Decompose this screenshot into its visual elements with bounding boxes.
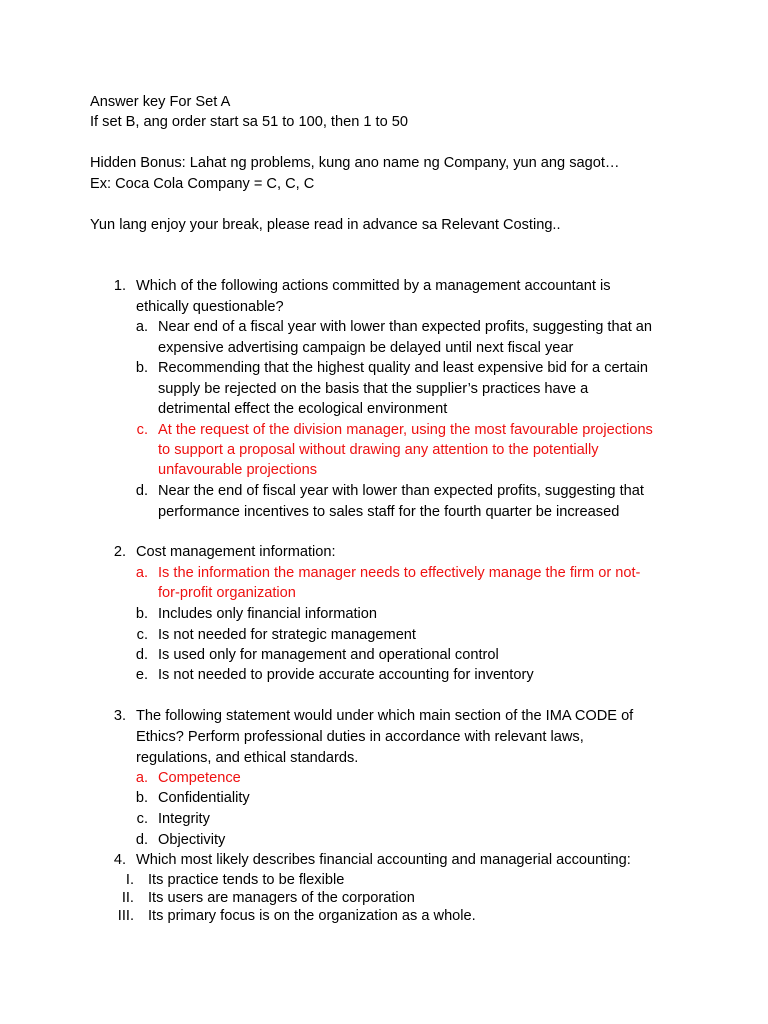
option-text-line: Integrity bbox=[158, 811, 210, 827]
option-text-line: Confidentiality bbox=[158, 790, 250, 806]
statement-numeral: I. bbox=[125, 872, 134, 888]
statement-text: Its practice tends to be flexible bbox=[148, 872, 345, 888]
statement-text: Its primary focus is on the organization as a whole. bbox=[148, 908, 476, 924]
correct-option-text-line: for-profit organization bbox=[158, 585, 296, 601]
option-text-line: Is used only for management and operational control bbox=[158, 647, 499, 663]
option-letter: a. bbox=[135, 319, 148, 335]
correct-option-letter: a. bbox=[135, 565, 148, 581]
question-number: 2. bbox=[113, 544, 126, 560]
option-letter: c. bbox=[136, 811, 148, 827]
question-text-line: Which most likely describes financial accounting and managerial accounting: bbox=[136, 852, 631, 868]
option-text-line: performance incentives to sales staff for the fourth quarter be increased bbox=[158, 504, 620, 520]
question-text-line: regulations, and ethical standards. bbox=[136, 750, 359, 766]
statement-text: Its users are managers of the corporation bbox=[148, 890, 415, 906]
statement-numeral: III. bbox=[117, 908, 134, 924]
advance-reading-note: Yun lang enjoy your break, please read in advance sa Relevant Costing.. bbox=[90, 217, 561, 233]
option-text-line: expensive advertising campaign be delayed until next fiscal year bbox=[158, 340, 574, 356]
hidden-bonus-note: Hidden Bonus: Lahat ng problems, kung ano name ng Company, yun ang sagot… bbox=[90, 155, 620, 171]
answer-key-title: Answer key For Set A bbox=[90, 94, 231, 110]
correct-option-letter: a. bbox=[135, 770, 148, 786]
option-letter: b. bbox=[135, 790, 148, 806]
question-number: 4. bbox=[113, 852, 126, 868]
question-text-line: Cost management information: bbox=[136, 544, 336, 560]
correct-option-text-line: At the request of the division manager, using the most favourable projections bbox=[158, 422, 653, 438]
example-note: Ex: Coca Cola Company = C, C, C bbox=[90, 176, 315, 192]
option-text-line: Recommending that the highest quality and least expensive bid for a certain bbox=[158, 360, 648, 376]
correct-option-text-line: Competence bbox=[158, 770, 241, 786]
statement-numeral: II. bbox=[121, 890, 134, 906]
question-number: 1. bbox=[113, 278, 126, 294]
option-letter: d. bbox=[135, 832, 148, 848]
question-text-line: Which of the following actions committed by a management accountant is bbox=[136, 278, 611, 294]
option-text-line: detrimental effect the ecological environment bbox=[158, 401, 448, 417]
option-text-line: Near the end of fiscal year with lower than expected profits, suggesting that bbox=[158, 483, 644, 499]
question-number: 3. bbox=[113, 708, 126, 724]
question-text-line: Ethics? Perform professional duties in accordance with relevant laws, bbox=[136, 729, 584, 745]
question-text-line: The following statement would under which main section of the IMA CODE of bbox=[136, 708, 634, 724]
correct-option-text-line: Is the information the manager needs to effectively manage the firm or not- bbox=[158, 565, 641, 581]
set-b-note: If set B, ang order start sa 51 to 100, then 1 to 50 bbox=[90, 114, 409, 130]
option-letter: b. bbox=[135, 606, 148, 622]
correct-option-text-line: unfavourable projections bbox=[158, 462, 318, 478]
correct-option-text-line: to support a proposal without drawing any attention to the potentially bbox=[158, 442, 599, 458]
question-text-line: ethically questionable? bbox=[136, 299, 284, 315]
option-text-line: Objectivity bbox=[158, 832, 226, 848]
option-text-line: supply be rejected on the basis that the supplier’s practices have a bbox=[158, 381, 589, 397]
option-letter: d. bbox=[135, 483, 148, 499]
option-letter: d. bbox=[135, 647, 148, 663]
option-letter: c. bbox=[136, 627, 148, 643]
option-text-line: Near end of a fiscal year with lower than expected profits, suggesting that an bbox=[158, 319, 653, 335]
option-letter: e. bbox=[135, 667, 148, 683]
correct-option-letter: c. bbox=[136, 422, 148, 438]
option-text-line: Is not needed to provide accurate accounting for inventory bbox=[158, 667, 534, 683]
option-text-line: Is not needed for strategic management bbox=[158, 627, 416, 643]
option-letter: b. bbox=[135, 360, 148, 376]
option-text-line: Includes only financial information bbox=[158, 606, 378, 622]
